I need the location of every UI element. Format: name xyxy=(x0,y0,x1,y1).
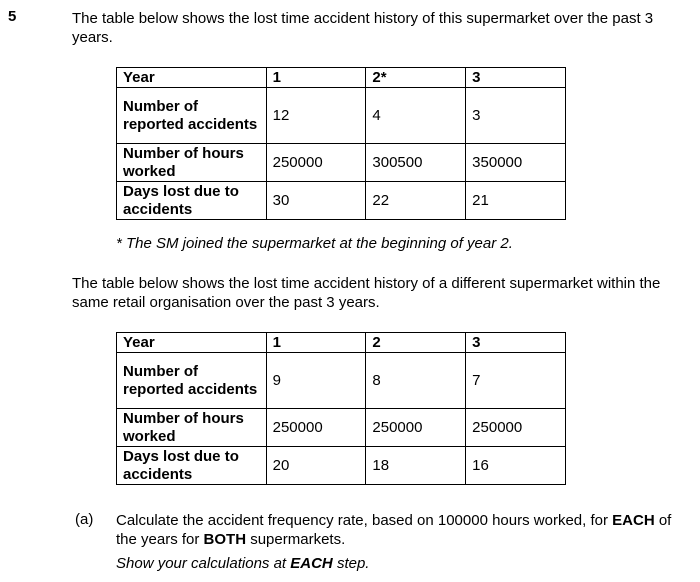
accident-history-table-this-supermarket xyxy=(116,67,566,220)
table-cell: 250000 xyxy=(266,144,366,182)
part-a-bold-each: EACH xyxy=(612,512,655,529)
year-1-header: 1 xyxy=(266,68,366,88)
row-label: Number of reported accidents xyxy=(117,88,267,144)
table-cell: 250000 xyxy=(266,409,366,447)
table-cell: 4 xyxy=(366,88,466,144)
table-cell: 350000 xyxy=(466,144,566,182)
table-row xyxy=(117,88,566,144)
table-cell: 250000 xyxy=(466,409,566,447)
table-cell: 8 xyxy=(366,353,466,409)
year-3-header: 3 xyxy=(466,68,566,88)
intro-paragraph: The table below shows the lost time accident history of this supermarket over the past 3 years. xyxy=(72,10,654,46)
table-row xyxy=(117,353,566,409)
table-cell: 3 xyxy=(466,88,566,144)
table-cell: 300500 xyxy=(366,144,466,182)
row-label: Number of hours worked xyxy=(117,409,267,447)
table-header-row xyxy=(117,333,566,353)
year-header: Year xyxy=(117,68,267,88)
year-1-header: 1 xyxy=(266,333,366,353)
table-cell: 250000 xyxy=(366,409,466,447)
table-cell: 30 xyxy=(266,182,366,220)
second-intro-paragraph: The table below shows the lost time accident history of a different supermarket within the same retail organisation over the past 3 years. xyxy=(72,275,661,311)
table-header-row xyxy=(117,68,566,88)
part-a-text-3: supermarkets. xyxy=(246,531,346,548)
table-row xyxy=(117,409,566,447)
year-3-header: 3 xyxy=(466,333,566,353)
question-number: 5 xyxy=(8,8,17,25)
table-cell: 9 xyxy=(266,353,366,409)
year-2-header: 2* xyxy=(366,68,466,88)
accident-history-table-different-supermarket xyxy=(116,332,566,485)
instruction-text-2: step. xyxy=(332,555,370,572)
year-header: Year xyxy=(117,333,267,353)
part-a-label: (a) xyxy=(75,511,94,528)
table-row xyxy=(117,447,566,485)
table-row xyxy=(117,182,566,220)
part-a-text-2: of the years for xyxy=(116,512,672,548)
table-cell: 22 xyxy=(366,182,466,220)
table-cell: 20 xyxy=(266,447,366,485)
row-label: Number of hours worked xyxy=(117,144,267,182)
table-cell: 21 xyxy=(466,182,566,220)
table-row xyxy=(117,144,566,182)
footnote: * The SM joined the supermarket at the beginning of year 2. xyxy=(116,235,513,252)
row-label: Number of reported accidents xyxy=(117,353,267,409)
table-cell: 16 xyxy=(466,447,566,485)
instruction-text-1: Show your calculations at xyxy=(116,555,291,572)
part-a-question xyxy=(116,511,676,549)
instruction-bold-each: EACH xyxy=(290,555,333,572)
row-label: Days lost due to accidents xyxy=(117,447,267,485)
part-a-bold-both: BOTH xyxy=(203,531,247,548)
year-2-header: 2 xyxy=(366,333,466,353)
part-a-text-1: Calculate the accident frequency rate, based on 100000 hours worked, for xyxy=(116,512,613,529)
row-label: Days lost due to accidents xyxy=(117,182,267,220)
table-cell: 18 xyxy=(366,447,466,485)
part-a-instruction xyxy=(116,555,369,572)
table-cell: 12 xyxy=(266,88,366,144)
table-cell: 7 xyxy=(466,353,566,409)
